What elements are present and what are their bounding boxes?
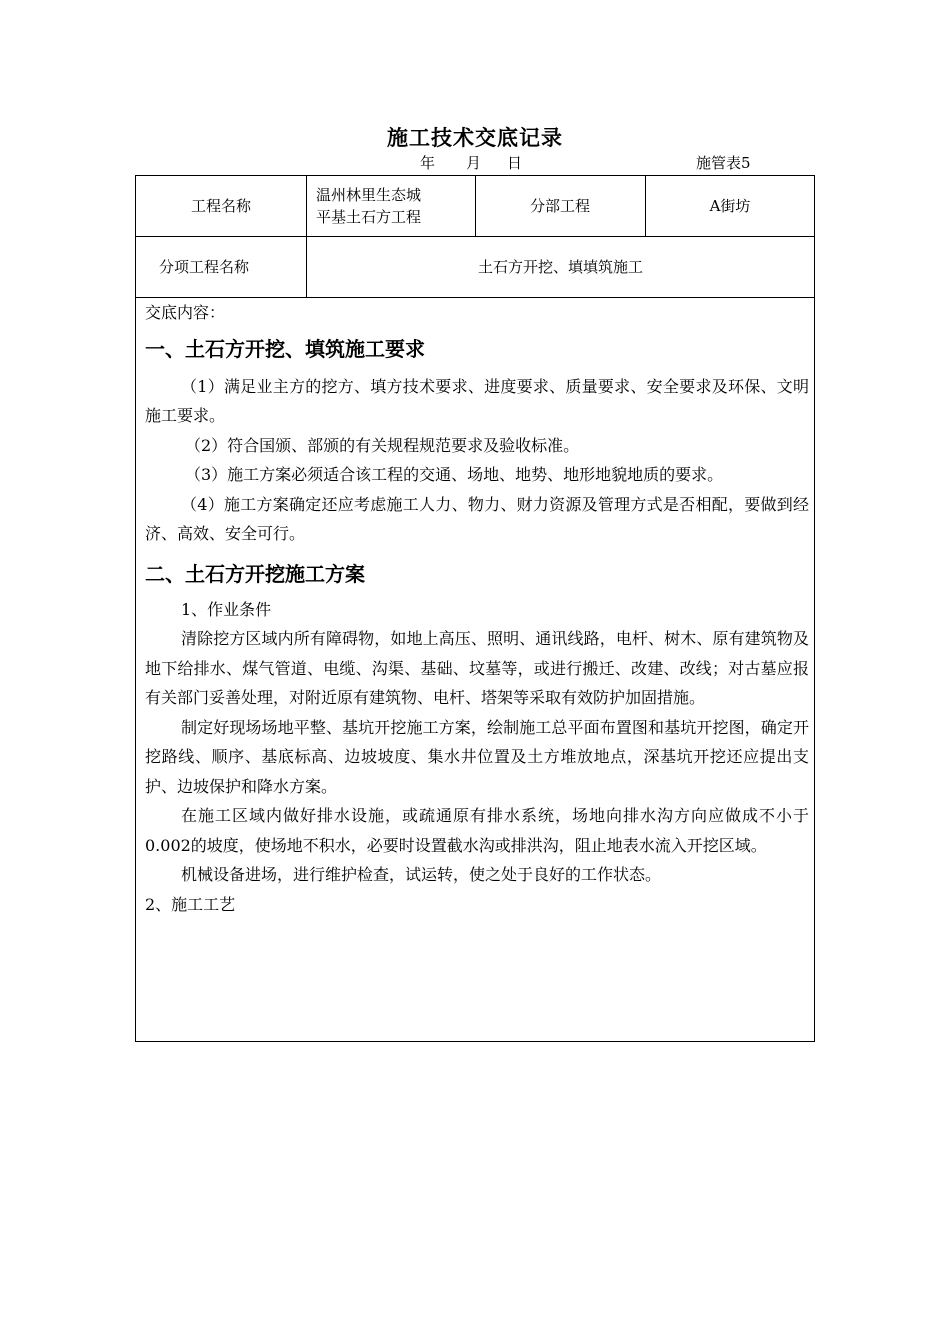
division-value-text: A街坊: [709, 197, 751, 215]
document-title: 施工技术交底记录: [387, 125, 563, 150]
content-label: 交底内容：: [145, 303, 226, 322]
plan-paragraph-4: 机械设备进场，进行维护检查，试运转，使之处于良好的工作状态。: [181, 865, 662, 884]
subitem-value-text: 土石方开挖、填填筑施工: [477, 258, 643, 276]
requirement-item-3: （3）施工方案必须适合该工程的交通、场地、地势、地形地貌地质的要求。: [185, 465, 724, 484]
requirement-item-2: （2）符合国颁、部颁的有关规程规范要求及验收标准。: [185, 435, 580, 455]
division-label-text: 分部工程: [529, 197, 590, 215]
plan-paragraph-1: 清除挖方区域内所有障碍物，如地上高压、照明、通讯线路，电杆、树木、原有建筑物及地下给排水、煤气管道、电缆、沟渠、基础、坟墓等，或进行搬迁、改建、改线；对古墓应报有关部门妥善处理，对附近原有建筑物、电杆、塔架等采取有效防护加固措施。: [145, 629, 809, 707]
requirement-item-4: （4）施工方案确定还应考虑施工人力、物力、财力资源及管理方式是否相配，要做到经济、高效、安全可行。: [145, 494, 809, 543]
project-name-line-2: 平基土石方工程: [316, 208, 422, 226]
project-name-value: [316, 176, 471, 236]
division-label: [475, 176, 645, 236]
project-name-label-text: 工程名称: [190, 197, 251, 215]
section-1-heading: 一、土石方开挖、填筑施工要求: [145, 336, 425, 361]
record-form: [135, 175, 815, 1042]
briefing-content: [145, 298, 809, 919]
subitem-value: [306, 237, 815, 297]
subsection-1-title: 1、作业条件: [181, 599, 272, 619]
division-value: [645, 176, 815, 236]
date-day-label: 日: [507, 154, 523, 172]
requirement-item-1: （1）满足业主方的挖方、填方技术要求、进度要求、质量要求、安全要求及环保、文明施工要求。: [145, 376, 809, 425]
subitem-label-text: 分项工程名称: [158, 258, 249, 276]
date-year-label: 年: [420, 154, 436, 172]
section-2-heading: 二、土石方开挖施工方案: [145, 561, 365, 586]
subitem-label: [136, 237, 272, 297]
project-name-line-1: 温州林里生态城: [316, 186, 422, 204]
project-name-label: [136, 176, 306, 236]
plan-paragraph-3: 在施工区域内做好排水设施，或疏通原有排水系统，场地向排水沟方向应做成不小于0.002的坡度，使场地不积水，必要时设置截水沟或排洪沟，阻止地表水流入开挖区域。: [145, 806, 809, 855]
plan-paragraph-2: 制定好现场场地平整、基坑开挖施工方案，绘制施工总平面布置图和基坑开挖图，确定开挖路线、顺序、基底标高、边坡坡度、集水井位置及土方堆放地点，深基坑开挖还应提出支护、边坡保护和降水方案。: [145, 717, 809, 796]
date-month-label: 月: [466, 154, 482, 172]
form-code: 施管表5: [696, 154, 751, 172]
subsection-2-title: 2、施工工艺: [145, 894, 236, 914]
